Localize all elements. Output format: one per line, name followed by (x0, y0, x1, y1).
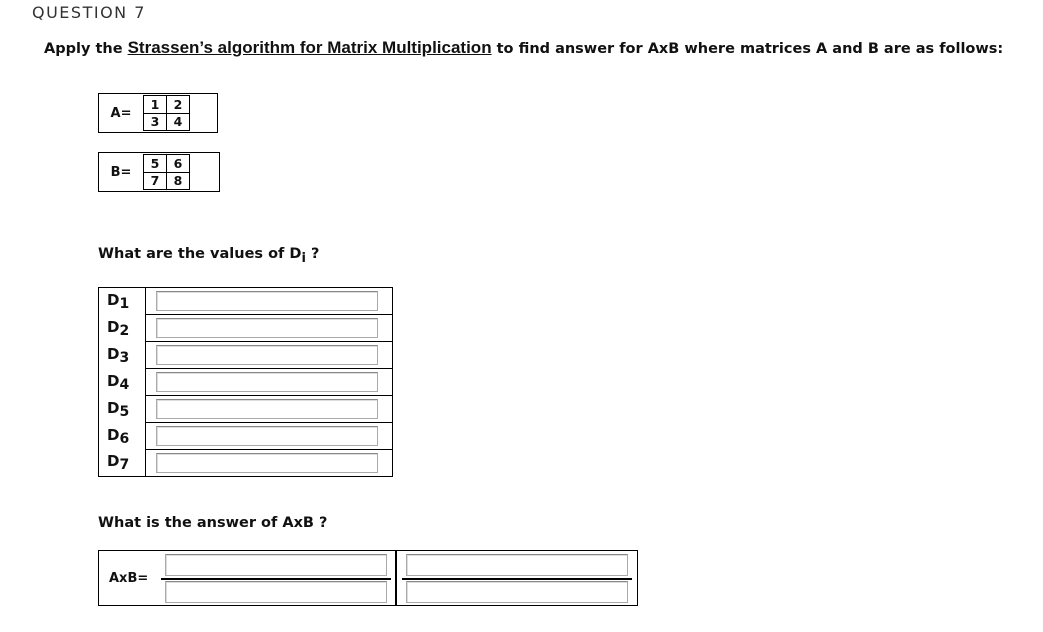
matrix-a-cell: 1 (144, 96, 167, 114)
instruction-text (44, 38, 1003, 58)
d-row (99, 369, 393, 396)
matrix-b-cell: 6 (167, 155, 190, 173)
d-label-sub: 4 (119, 376, 130, 393)
question-title: QUESTION 7 (32, 3, 146, 22)
d-label-sub: 1 (119, 295, 130, 312)
d-label-sub: 5 (119, 403, 130, 420)
matrix-a-cell: 4 (167, 113, 190, 131)
d-question-post: ? (305, 246, 320, 262)
axb-divider (161, 578, 391, 580)
d-values-question (98, 246, 319, 266)
d-input-cell (146, 288, 393, 315)
d-values-table (98, 287, 393, 477)
d-row (99, 396, 393, 423)
d-input-cell (146, 342, 393, 369)
d-input-cell (146, 369, 393, 396)
d5-input[interactable] (156, 399, 378, 419)
axb-input-r2c2[interactable] (406, 581, 628, 603)
matrix-a-cell: 2 (167, 96, 190, 114)
d-question-sub: i (301, 250, 306, 266)
d-label-prefix: D (107, 317, 120, 336)
d-label-sub: 6 (119, 430, 130, 447)
d-label-sub: 7 (119, 457, 130, 474)
matrix-a-label: A= (110, 105, 132, 121)
d4-input[interactable] (156, 372, 378, 392)
matrix-b-label: B= (110, 164, 132, 180)
instruction-pre: Apply the (44, 41, 128, 57)
d-label (99, 288, 146, 315)
d3-input[interactable] (156, 345, 378, 365)
axb-answer-box (98, 550, 638, 606)
strassen-algorithm-link[interactable]: Strassen’s algorithm for Matrix Multiplication (127, 38, 492, 57)
d-label-prefix: D (107, 290, 120, 309)
matrix-a-cell: 3 (144, 113, 167, 131)
d-label (99, 342, 146, 369)
matrix-b-cell: 5 (144, 155, 167, 173)
axb-divider (402, 578, 632, 580)
d-label-sub: 2 (119, 322, 130, 339)
matrix-b-cell: 8 (167, 172, 190, 190)
d-input-cell (146, 423, 393, 450)
d-label (99, 450, 146, 477)
axb-input-r1c2[interactable] (406, 554, 628, 576)
matrix-a-grid (143, 95, 190, 131)
d-label-prefix: D (107, 344, 120, 363)
matrix-b-cell: 7 (144, 172, 167, 190)
d-label-prefix: D (107, 425, 120, 444)
matrix-b-grid (143, 154, 190, 190)
d-input-cell (146, 450, 393, 477)
d-label (99, 396, 146, 423)
axb-question: What is the answer of AxB ? (98, 515, 328, 531)
d-label-prefix: D (107, 452, 120, 471)
d-label-prefix: D (107, 371, 120, 390)
d7-input[interactable] (156, 453, 378, 473)
axb-input-r2c1[interactable] (165, 581, 387, 603)
d6-input[interactable] (156, 426, 378, 446)
d-label (99, 423, 146, 450)
d-label-prefix: D (107, 398, 120, 417)
d-question-pre: What are the values of D (98, 246, 302, 262)
d-label-sub: 3 (119, 349, 130, 366)
d-row (99, 342, 393, 369)
d-row (99, 423, 393, 450)
axb-label: AxB= (109, 571, 149, 586)
d2-input[interactable] (156, 318, 378, 338)
d-row (99, 450, 393, 477)
matrix-a (98, 93, 218, 133)
d-input-cell (146, 315, 393, 342)
d-label (99, 369, 146, 396)
matrix-b (98, 152, 220, 192)
instruction-post: to find answer for AxB where matrices A and B are as follows: (491, 41, 1004, 57)
d-row (99, 315, 393, 342)
axb-input-r1c1[interactable] (165, 554, 387, 576)
d-row (99, 288, 393, 315)
d-input-cell (146, 396, 393, 423)
axb-divider (395, 551, 397, 605)
d1-input[interactable] (156, 291, 378, 311)
d-label (99, 315, 146, 342)
